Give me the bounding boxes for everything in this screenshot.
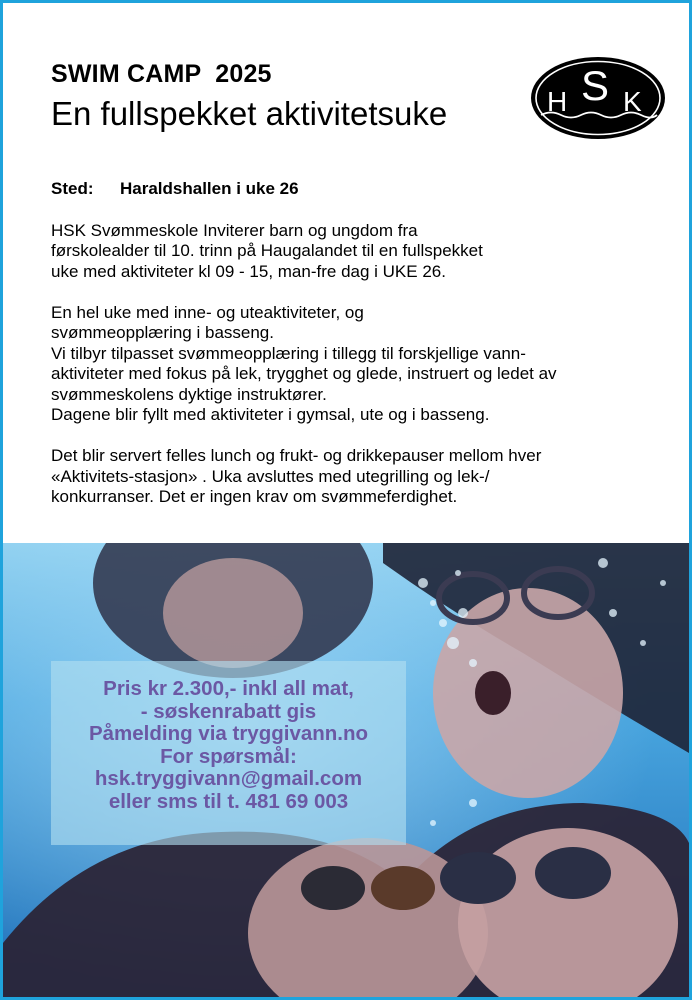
hsk-logo [529,55,667,141]
poster-title: SWIM CAMP 2025 [51,60,272,88]
swimmer-face-top [163,558,303,668]
info-box [51,661,406,845]
paragraph-intro: HSK Svømmeskole Inviterer barn og ungdom fra førskolealder til 10. trinn på Haugalandet til en fullspekket uke med aktiviteter kl 09 - 15, man-fre dag i UKE 26. [51,220,483,281]
registration-line: Påmelding via tryggivann.no [88,722,369,746]
logo-letter-k: K [623,86,642,117]
email-line: hsk.tryggivann@gmail.com [94,767,363,791]
goggle-bottom-right-2 [535,847,611,899]
location-label: Sted: [51,179,94,198]
paragraph-food: Det blir servert felles lunch og frukt- og drikkepauser mellom hver «Aktivitets-stasjon» . Uka avsluttes med utegrilling og lek-/ konkurranser. Det er ingen krav om svømmeferdighet. [51,446,542,506]
logo-letter-h: H [547,86,568,117]
sms-line: eller sms til t. 481 69 003 [108,789,349,813]
price-line: Pris kr 2.300,- inkl all mat, [103,677,354,700]
goggle-bottom-left-2 [371,866,435,910]
location-line [51,179,651,200]
goggle-bottom-left-1 [301,866,365,910]
goggle-bottom-right-1 [440,852,516,904]
body-text [51,179,651,528]
sibling-discount-line: - søskenrabatt gis [140,699,317,723]
location-value: Haraldshallen i uke 26 [120,179,299,198]
questions-label: For spørsmål: [160,744,297,768]
logo-letter-s: S [581,62,610,109]
paragraph-activities: En hel uke med inne- og uteaktiviteter, og svømmeopplæring i basseng. Vi tilbyr tilpasset svømmeopplæring i tillegg til forskjellige vann- aktiviteter med fokus på lek, trygghet og glede, instruert og ledet av svømmeskolens dyktige instruktører. Dagene blir fyllt med aktiviteter i gymsal, ute og i basseng. [51,302,557,424]
swimmer-mouth [475,671,511,715]
poster-subtitle: En fullspekket aktivitetsuke [51,95,448,132]
